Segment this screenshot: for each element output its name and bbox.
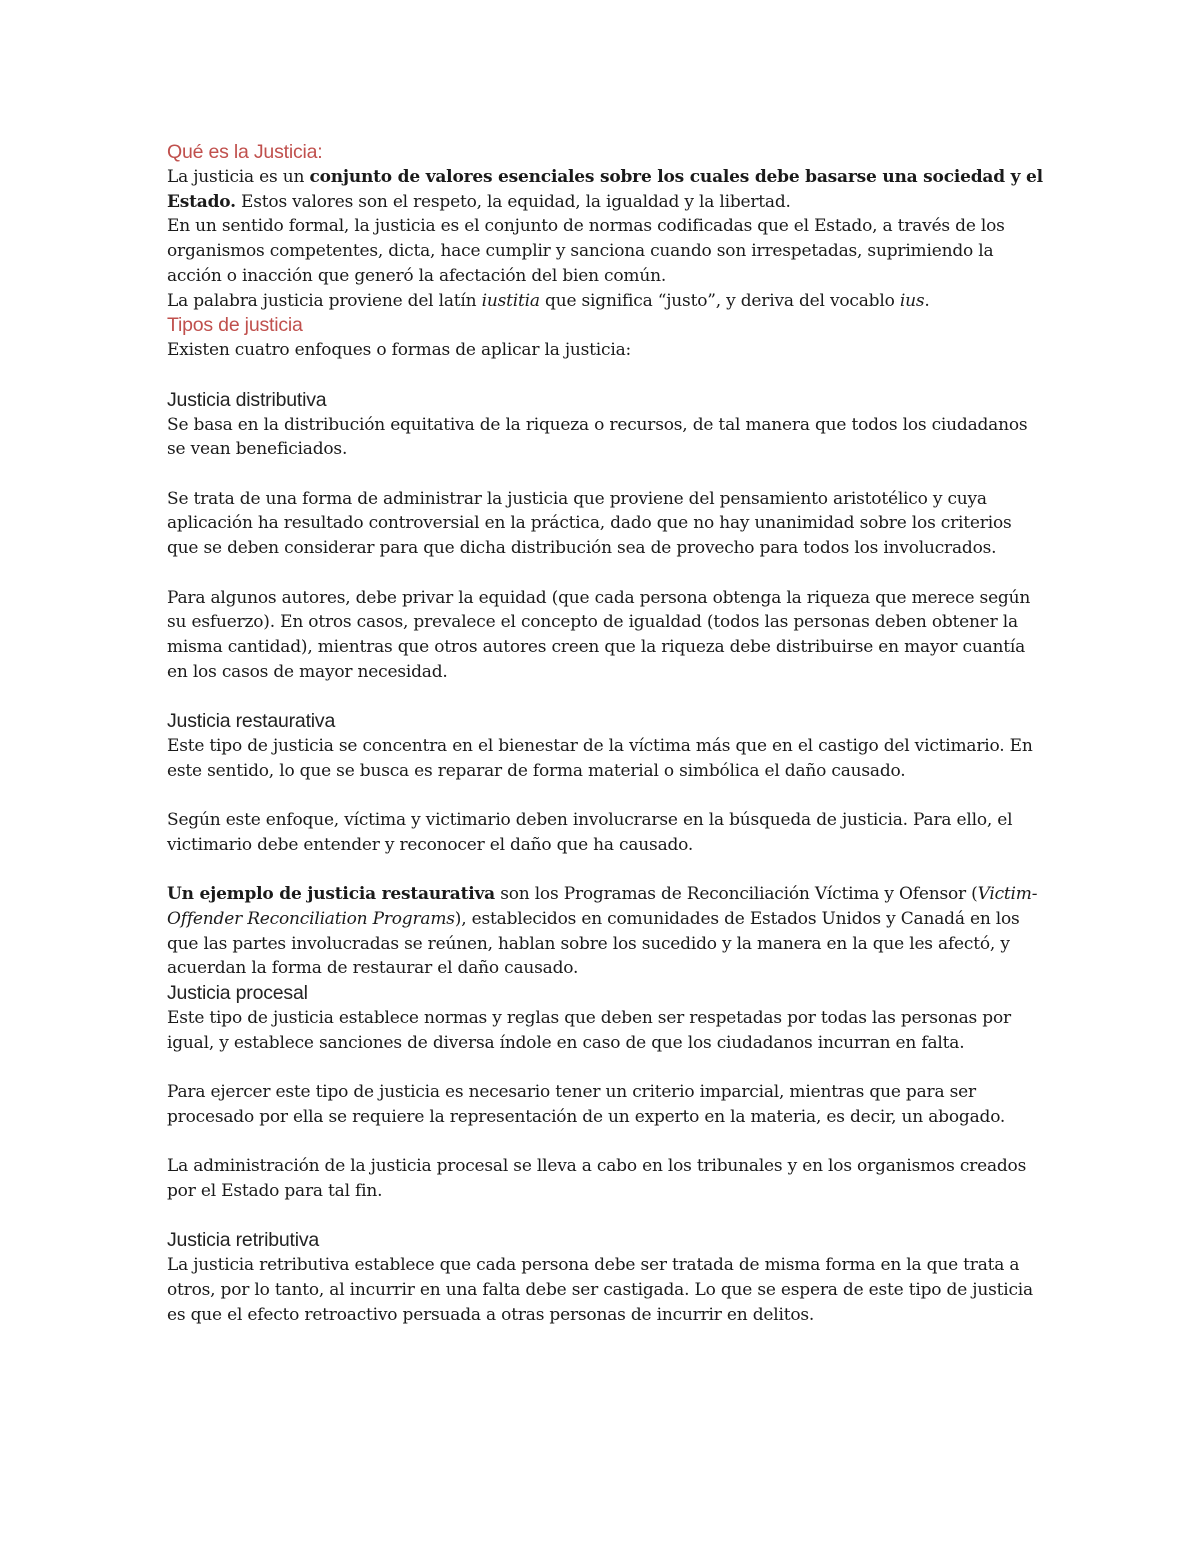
heading-tipos-justicia: Tipos de justicia [167,314,303,337]
intro-paragraph-3: La palabra justicia proviene del latín iustitia que significa “justo”, y deriva del vocablo ius. [167,290,930,311]
distributiva-paragraph-1: Se basa en la distribución equitativa de la riqueza o recursos, de tal manera que todos los ciudadanos se vean beneficiados. [167,414,1028,460]
heading-retributiva: Justicia retributiva [167,1229,320,1252]
heading-procesal: Justicia procesal [167,982,308,1004]
restaurativa-paragraph-2: Según este enfoque, víctima y victimario deben involucrarse en la búsqueda de justicia. Para ello, el victimario debe entender y reconocer el daño que ha causado. [167,810,1013,855]
intro-paragraph-2: En un sentido formal, la justicia es el conjunto de normas codificadas que el Estado, a través de los organismos competentes, dicta, hace cumplir y sanciona cuando son irrespetadas, suprimiendo la acción o inacción que generó la afectación del bien común. [167,216,1005,286]
restaurativa-paragraph-3: Un ejemplo de justicia restaurativa son los Programas de Reconciliación Víctima y Ofensor (Victim-Offender Reconciliation Programs), establecidos en comunidades de Estados Unidos y Canadá en los que las partes involucradas se reúnen, hablan sobre los sucedido y la manera en la que les afectó, y acuerdan la forma de restaurar el daño causado. [167,884,1038,979]
spacer [167,561,1047,586]
heading-que-es-justicia: Qué es la Justicia: [167,141,323,163]
tipos-intro: Existen cuatro enfoques o formas de aplicar la justicia: [167,340,632,361]
document-body [167,140,1047,1327]
spacer [167,783,1047,808]
heading-restaurativa: Justicia restaurativa [167,710,336,732]
distributiva-paragraph-3: Para algunos autores, debe privar la equidad (que cada persona obtenga la riqueza que merece según su esfuerzo). En otros casos, prevalece el concepto de igualdad (todos las personas deben obtener la misma cantidad), mientras que otros autores creen que la riqueza debe distribuirse en mayor cuantía en los casos de mayor necesidad. [167,587,1031,682]
procesal-paragraph-1: Este tipo de justicia establece normas y reglas que deben ser respetadas por todas las personas por igual, y establece sanciones de diversa índole en caso de que los ciudadanos incurran en falta. [167,1008,1011,1053]
spacer [167,363,1047,388]
intro-paragraph-1: La justicia es un conjunto de valores esenciales sobre los cuales debe basarse una sociedad y el Estado. Estos valores son el respeto, la equidad, la igualdad y la libertad. [167,167,1043,212]
spacer [167,1055,1047,1080]
retributiva-paragraph-1: La justicia retributiva establece que cada persona debe ser tratada de misma forma en la que trata a otros, por lo tanto, al incurrir en una falta debe ser castigada. Lo que se espera de este tipo de justicia es que el efecto retroactivo persuada a otras personas de incurrir en delitos. [167,1255,1033,1325]
spacer [167,1204,1047,1229]
spacer [167,462,1047,487]
heading-distributiva: Justicia distributiva [167,388,327,411]
spacer [167,1130,1047,1155]
spacer [167,858,1047,883]
spacer [167,684,1047,709]
restaurativa-paragraph-1: Este tipo de justicia se concentra en el bienestar de la víctima más que en el castigo del victimario. En este sentido, lo que se busca es reparar de forma material o simbólica el daño causado. [167,736,1033,781]
intro-bold-definition: conjunto de valores esenciales sobre los cuales debe basarse una sociedad y el Estado. [167,167,1043,212]
procesal-paragraph-2: Para ejercer este tipo de justicia es necesario tener un criterio imparcial, mientras que para ser procesado por ella se requiere la representación de un experto en la materia, es decir, un abogado. [167,1082,1006,1127]
distributiva-paragraph-2: Se trata de una forma de administrar la justicia que proviene del pensamiento aristotélico y cuya aplicación ha resultado controversial en la práctica, dado que no hay unanimidad sobre los criterios que se deben considerar para que dicha distribución sea de provecho para todos los involucrados. [167,488,1012,559]
procesal-paragraph-3: La administración de la justicia procesal se lleva a cabo en los tribunales y en los organismos creados por el Estado para tal fin. [167,1156,1027,1201]
